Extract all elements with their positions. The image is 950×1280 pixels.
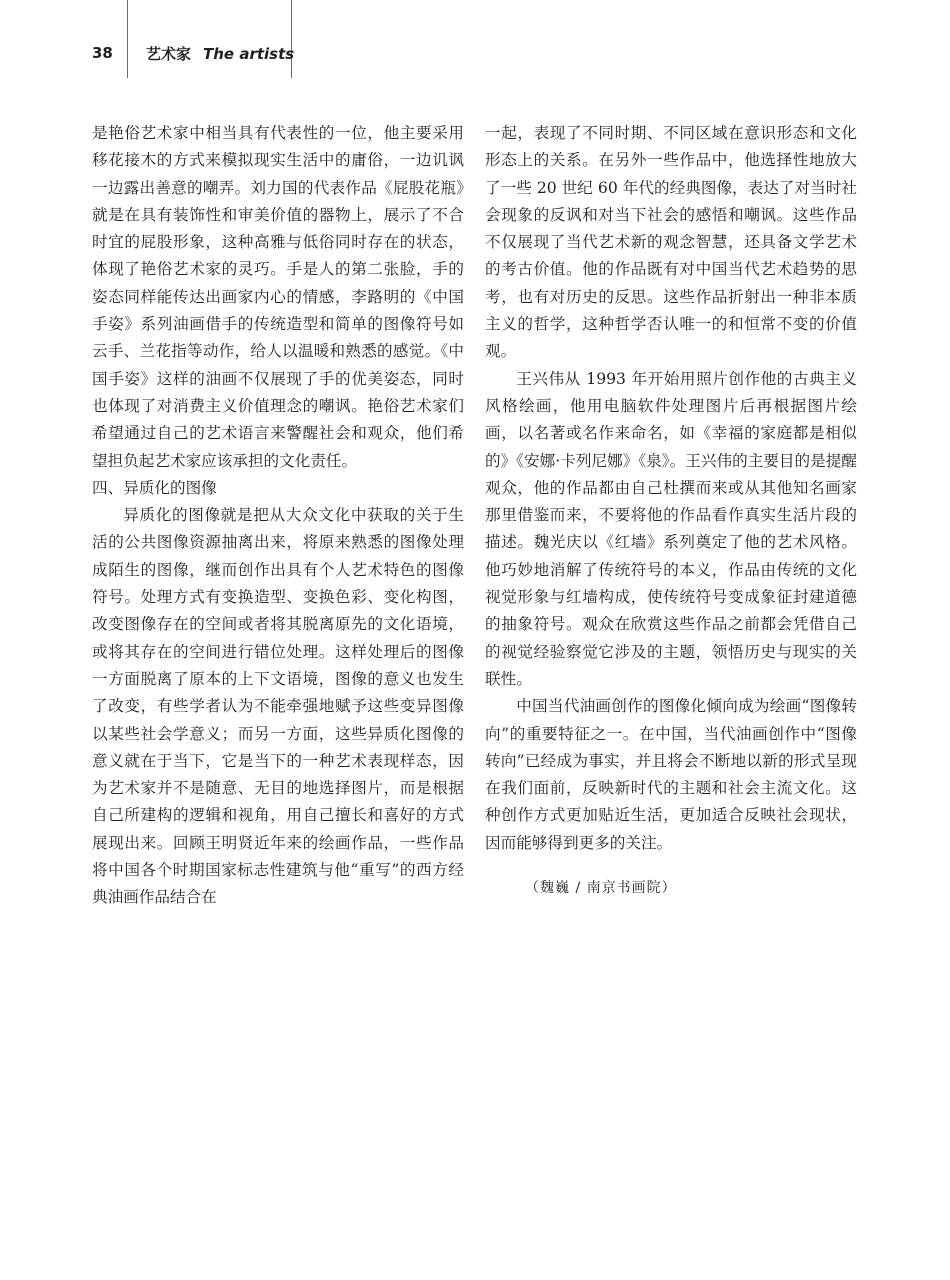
page-header xyxy=(0,0,950,80)
page-number: 38 xyxy=(92,44,113,62)
magazine-title-en: The artists xyxy=(203,45,295,63)
author-signature: （魏巍 / 南京书画院） xyxy=(525,880,677,897)
paragraph: 异质化的图像就是把从大众文化中获取的关于生活的公共图像资源抽离出来，将原来熟悉的图像处理成陌生的图像，继而创作出具有个人艺术特色的图像符号。处理方式有变换造型、变换色彩、变化构图，改变图像存在的空间或者将其脱离原先的文化语境，或将其存在的空间进行错位处理。这样处理后的图像一方面脱离了原本的上下文语境，图像的意义也发生了改变，有些学者认为不能牵强地赋予这些变异图像以某些社会学意义；而另一方面，这些异质化图像的意义就在于当下，它是当下的一种艺术表现样态，因为艺术家并不是随意、无目的地选择图片，而是根据自己所建构的逻辑和视角，用自己擅长和喜好的方式展现出来。回顾王明贤近年来的绘画作品，一些作品将中国各个时期国家标志性建筑与他“重写”的西方经典油画作品结合在 xyxy=(92,506,464,907)
left-column xyxy=(92,120,464,912)
header-divider-left xyxy=(127,0,128,78)
section-heading: 四、异质化的图像 xyxy=(92,478,217,497)
paragraph: 是艳俗艺术家中相当具有代表性的一位，他主要采用移花接木的方式来模拟现实生活中的庸俗，一边讥讽一边露出善意的嘲弄。刘力国的代表作品《屁股花瓶》就是在具有装饰性和审美价值的器物上，展示了不合时宜的屁股形象，这种高雅与低俗同时存在的状态，体现了艳俗艺术家的灵巧。手是人的第二张脸，手的姿态同样能传达出画家内心的情感，李路明的《中国手姿》系列油画借手的传统造型和简单的图像符号如云手、兰花指等动作，给人以温暖和熟悉的感觉。《中国手姿》这样的油画不仅展现了手的优美姿态，同时也体现了对消费主义价值理念的嘲讽。艳俗艺术家们希望通过自己的艺术语言来警醒社会和观众，他们希望担负起艺术家应该承担的文化责任。 xyxy=(92,124,464,470)
header-divider-right xyxy=(291,0,292,78)
right-column xyxy=(485,120,857,902)
paragraph: 王兴伟从 1993 年开始用照片创作他的古典主义风格绘画，他用电脑软件处理图片后再根据图片绘画，以名著或名作来命名，如《幸福的家庭都是相似的》《安娜·卡列尼娜》《泉》。王兴伟的主要目的是提醒观众，他的作品都由自己杜撰而来或从其他知名画家那里借鉴而来，不要将他的作品看作真实生活片段的描述。魏光庆以《红墙》系列奠定了他的艺术风格。他巧妙地消解了传统符号的本义，作品由传统的文化视觉形象与红墙构成，使传统符号变成象征封建道德的抽象符号。观众在欣赏这些作品之前都会凭借自己的视觉经验察觉它涉及的主题，领悟历史与现实的关联性。 xyxy=(485,369,857,688)
paragraph: 中国当代油画创作的图像化倾向成为绘画“图像转向”的重要特征之一。在中国，当代油画创作中“图像转向”已经成为事实，并且将会不断地以新的形式呈现在我们面前，反映新时代的主题和社会主流文化。这种创作方式更加贴近生活，更加适合反映社会现状，因而能够得到更多的关注。 xyxy=(485,697,857,852)
paragraph: 一起，表现了不同时期、不同区域在意识形态和文化形态上的关系。在另外一些作品中，他选择性地放大了一些 20 世纪 60 年代的经典图像，表达了对当时社会现象的反讽和对当下社会的感悟和嘲讽。这些作品不仅展现了当代艺术新的观念智慧，还具备文学艺术的考古价值。他的作品既有对中国当代艺术趋势的思考，也有对历史的反思。这些作品折射出一种非本质主义的哲学，这种哲学否认唯一的和恒常不变的价值观。 xyxy=(485,124,857,361)
magazine-title xyxy=(146,43,294,64)
magazine-title-cn: 艺术家 xyxy=(146,45,192,63)
